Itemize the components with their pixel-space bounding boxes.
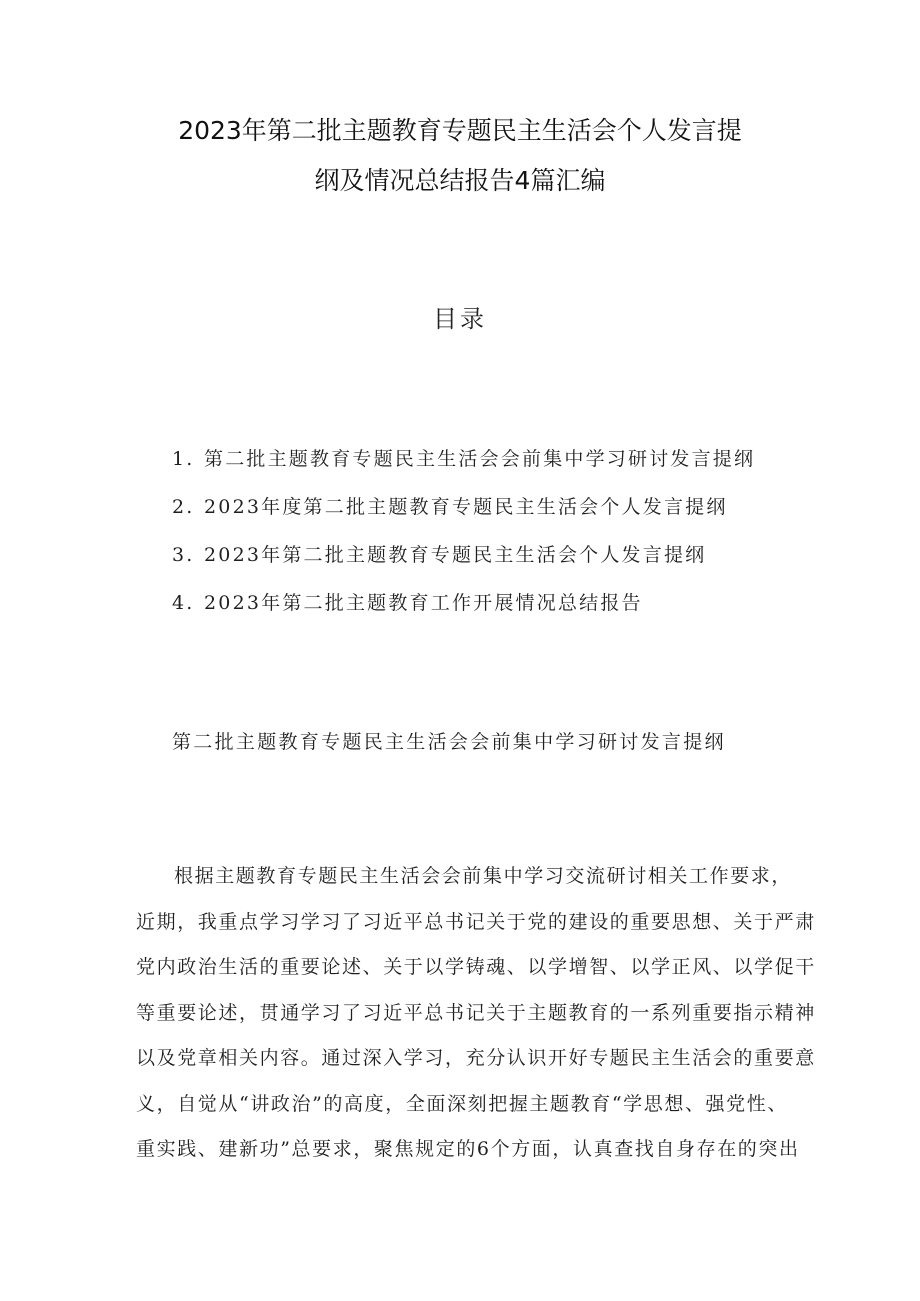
toc-item-text: 2023年第二批主题教育专题民主生活会个人发言提纲 bbox=[204, 544, 707, 566]
toc-item-text: 第二批主题教育专题民主生活会会前集中学习研讨发言提纲 bbox=[204, 448, 756, 470]
toc-item-number: 3. bbox=[172, 544, 195, 566]
toc-item-number: 1. bbox=[172, 448, 195, 470]
toc-item[interactable] bbox=[172, 492, 832, 540]
body-paragraph bbox=[136, 861, 816, 1180]
document-title-line-1: 2023年第二批主题教育专题民主生活会个人发言提 bbox=[178, 116, 742, 145]
toc-item[interactable] bbox=[172, 540, 832, 588]
toc-item[interactable] bbox=[172, 444, 832, 492]
body-line: 重实践、建新功”总要求，聚焦规定的6个方面，认真查找自身存在的突出 bbox=[136, 1138, 800, 1160]
toc-item-text: 2023年度第二批主题教育专题民主生活会个人发言提纲 bbox=[204, 496, 728, 518]
table-of-contents bbox=[172, 444, 832, 636]
body-line: 党内政治生活的重要论述、关于以学铸魂、以学增智、以学正风、以学促干 bbox=[136, 956, 816, 978]
body-line: 根据主题教育专题民主生活会会前集中学习交流研讨相关工作要求， bbox=[174, 865, 793, 887]
toc-heading: 目录 bbox=[433, 305, 487, 333]
body-line: 义，自觉从“讲政治”的高度，全面深刻把握主题教育“学思想、强党性、 bbox=[136, 1092, 788, 1115]
toc-item[interactable] bbox=[172, 588, 832, 636]
toc-item-number: 4. bbox=[172, 592, 195, 614]
section-title: 第二批主题教育专题民主生活会会前集中学习研讨发言提纲 bbox=[172, 731, 726, 753]
toc-item-number: 2. bbox=[172, 496, 195, 518]
body-line: 等重要论述，贯通学习了习近平总书记关于主题教育的一系列重要指示精神 bbox=[136, 1001, 816, 1024]
body-line: 以及党章相关内容。通过深入学习，充分认识开好专题民主生活会的重要意 bbox=[136, 1047, 816, 1069]
document-title-line-2: 纲及情况总结报告4篇汇编 bbox=[314, 166, 606, 195]
body-line: 近期，我重点学习学习了习近平总书记关于党的建设的重要思想、关于严肃 bbox=[136, 910, 816, 933]
toc-item-text: 2023年第二批主题教育工作开展情况总结报告 bbox=[204, 592, 643, 614]
